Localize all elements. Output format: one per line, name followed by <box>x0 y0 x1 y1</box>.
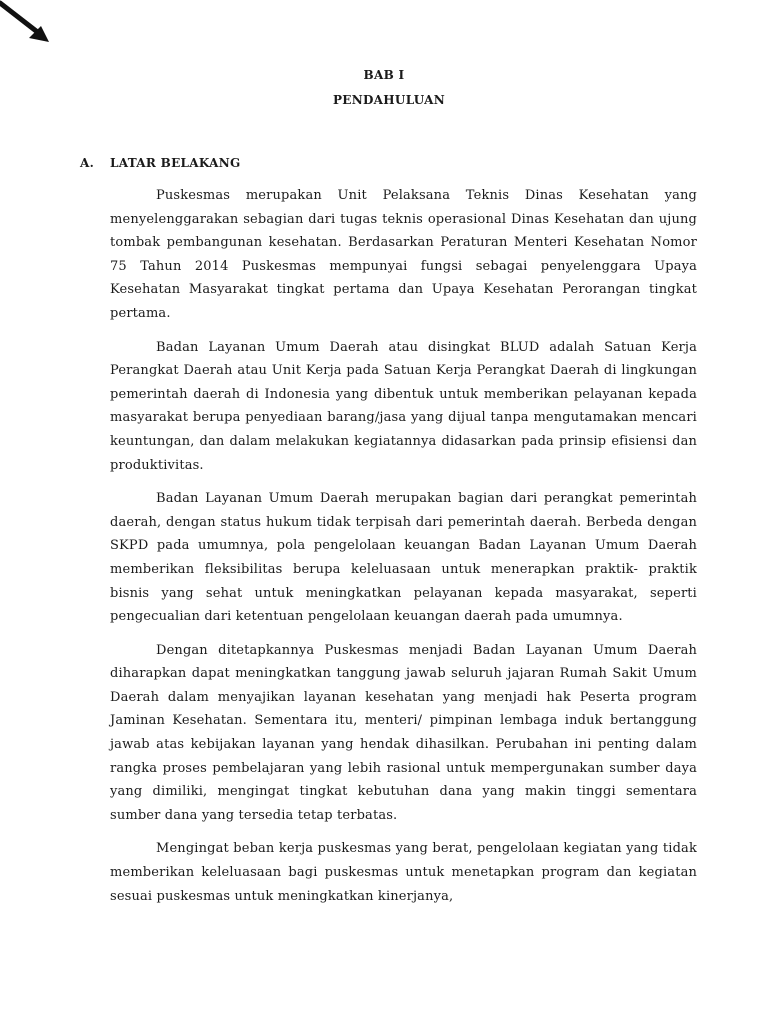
paragraph: Dengan ditetapkannya Puskesmas menjadi Badan Layanan Umum Daerah diharapkan dapat meningkatkan tanggung jawab seluruh jajaran Rumah Sakit Umum Daerah dalam menyajikan layanan kesehatan yang menjadi hak Peserta program Jaminan Kesehatan. Sementara itu, menteri/ pimpinan lembaga induk bertanggung jawab atas kebijakan layanan yang hendak dihasilkan. Perubahan ini penting dalam rangka proses pembelajaran yang lebih rasional untuk mempergunakan sumber daya yang dimiliki, mengingat tingkat kebutuhan dana yang makin tinggi sementara sumber dana yang tersedia tetap terbatas. <box>110 642 697 823</box>
chapter-label: BAB I <box>363 68 405 82</box>
section-title: LATAR BELAKANG <box>110 156 241 170</box>
chapter-title: PENDAHULUAN <box>332 93 446 107</box>
section-number: A. <box>80 156 95 170</box>
paragraph: Puskesmas merupakan Unit Pelaksana Teknis Dinas Kesehatan yang menyelenggarakan sebagian dari tugas teknis operasional Dinas Kesehatan dan ujung tombak pembangunan kesehatan. Berdasarkan Peraturan Menteri Kesehatan Nomor 75 Tahun 2014 Puskesmas mempunyai fungsi sebagai penyelenggara Upaya Kesehatan Masyarakat tingkat pertama dan Upaya Kesehatan Perorangan tingkat pertama. <box>110 188 697 321</box>
arrow-down-right-icon <box>0 0 60 50</box>
section-heading <box>80 156 241 170</box>
paragraph: Badan Layanan Umum Daerah atau disingkat BLUD adalah Satuan Kerja Perangkat Daerah atau Unit Kerja pada Satuan Kerja Perangkat Daerah di lingkungan pemerintah daerah di Indonesia yang dibentuk untuk memberikan pelayanan kepada masyarakat berupa penyediaan barang/jasa yang dijual tanpa mengutamakan mencari keuntungan, dan dalam melakukan kegiatannya didasarkan pada prinsip efisiensi dan produktivitas. <box>110 339 697 473</box>
paragraph: Mengingat beban kerja puskesmas yang berat, pengelolaan kegiatan yang tidak memberikan keleluasaan bagi puskesmas untuk menetapkan program dan kegiatan sesuai puskesmas untuk meningkatkan kinerjanya, <box>110 841 697 904</box>
paragraph: Badan Layanan Umum Daerah merupakan bagian dari perangkat pemerintah daerah, dengan status hukum tidak terpisah dari pemerintah daerah. Berbeda dengan SKPD pada umumnya, pola pengelolaan keuangan Badan Layanan Umum Daerah memberikan fleksibilitas berupa keleluasaan untuk menerapkan praktik- praktik bisnis yang sehat untuk meningkatkan pelayanan kepada masyarakat, seperti pengecualian dari ketentuan pengelolaan keuangan daerah pada umumnya. <box>110 491 697 625</box>
body-text <box>110 184 697 918</box>
